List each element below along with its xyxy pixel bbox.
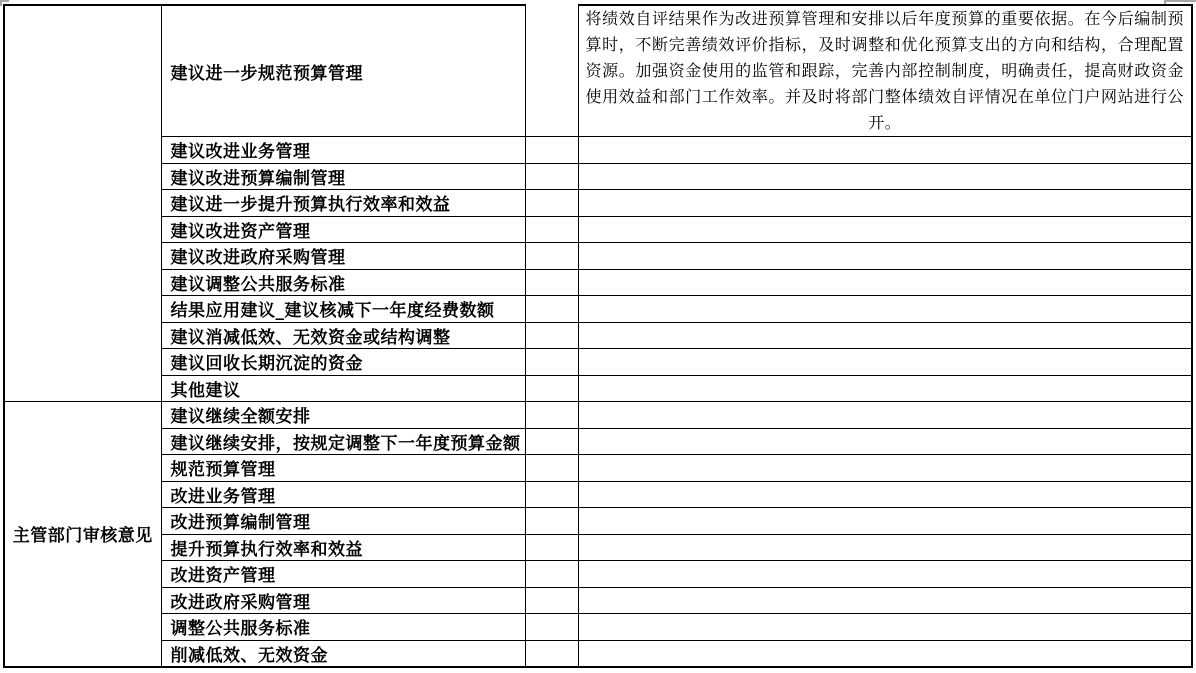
crop-fragment-top-right-horizontal [1164, 0, 1196, 2]
content-cell [578, 5, 1192, 137]
check-cell [525, 614, 578, 641]
suggestion-label-cell: 建议调整公共服务标准 [161, 269, 525, 296]
check-cell [525, 163, 578, 190]
check-cell [525, 269, 578, 296]
content-cell [578, 640, 1192, 667]
check-cell [525, 534, 578, 561]
performance-review-table [3, 4, 1193, 668]
suggestion-label-cell: 建议进一步规范预算管理 [161, 5, 525, 137]
check-cell [525, 322, 578, 349]
content-cell [578, 561, 1192, 588]
check-cell [525, 190, 578, 217]
suggestion-label-cell: 改进资产管理 [161, 561, 525, 588]
suggestion-label-cell: 建议改进预算编制管理 [161, 163, 525, 190]
check-cell [525, 375, 578, 402]
content-cell [578, 402, 1192, 429]
suggestion-label-cell: 削减低效、无效资金 [161, 640, 525, 667]
content-cell [578, 163, 1192, 190]
content-cell [578, 269, 1192, 296]
suggestion-label-cell: 提升预算执行效率和效益 [161, 534, 525, 561]
suggestion-label-cell: 改进政府采购管理 [161, 587, 525, 614]
check-cell [525, 243, 578, 270]
suggestion-label-cell: 建议进一步提升预算执行效率和效益 [161, 190, 525, 217]
check-cell [525, 640, 578, 667]
improvement-measures-text: 将绩效自评结果作为改进预算管理和安排以后年度预算的重要依据。在今后编制预算时，不断完善绩效评价指标，及时调整和优化预算支出的方向和结构，合理配置资源。加强资金使用的监管和跟踪，完善内部控制制度，明确责任，提高财政资金使用效益和部门工作效率。并及时将部门整体绩效自评情况在单位门户网站进行公开。 [585, 9, 1184, 132]
suggestion-label-cell: 结果应用建议_建议核减下一年度经费数额 [161, 296, 525, 323]
check-cell [525, 587, 578, 614]
content-cell [578, 428, 1192, 455]
check-cell [525, 481, 578, 508]
suggestion-label-cell: 建议继续安排，按规定调整下一年度预算金额 [161, 428, 525, 455]
check-cell [525, 137, 578, 164]
check-cell [525, 402, 578, 429]
section1-side-cell [4, 5, 161, 402]
content-cell [578, 375, 1192, 402]
check-cell [525, 5, 578, 137]
suggestion-label-cell: 改进业务管理 [161, 481, 525, 508]
suggestion-label-cell: 建议改进政府采购管理 [161, 243, 525, 270]
suggestion-label-cell: 建议改进资产管理 [161, 216, 525, 243]
suggestion-label-cell: 建议消减低效、无效资金或结构调整 [161, 322, 525, 349]
check-cell [525, 428, 578, 455]
content-cell [578, 190, 1192, 217]
content-cell [578, 587, 1192, 614]
check-cell [525, 296, 578, 323]
check-cell [525, 349, 578, 376]
content-cell [578, 455, 1192, 482]
suggestion-label-cell: 其他建议 [161, 375, 525, 402]
suggestion-label-cell: 改进预算编制管理 [161, 508, 525, 535]
content-cell [578, 614, 1192, 641]
check-cell [525, 561, 578, 588]
suggestion-label-cell: 建议继续全额安排 [161, 402, 525, 429]
content-cell [578, 216, 1192, 243]
suggestion-label-cell: 调整公共服务标准 [161, 614, 525, 641]
content-cell [578, 322, 1192, 349]
check-cell [525, 216, 578, 243]
content-cell [578, 481, 1192, 508]
content-cell [578, 296, 1192, 323]
content-cell [578, 508, 1192, 535]
check-cell [525, 508, 578, 535]
check-cell [525, 455, 578, 482]
suggestion-label-cell: 建议回收长期沉淀的资金 [161, 349, 525, 376]
suggestion-label-cell: 规范预算管理 [161, 455, 525, 482]
suggestion-label-cell: 建议改进业务管理 [161, 137, 525, 164]
content-cell [578, 137, 1192, 164]
supervisor-review-opinion-cell: 主管部门审核意见 [4, 402, 161, 667]
content-cell [578, 534, 1192, 561]
content-cell [578, 243, 1192, 270]
crop-fragment-top-left-horizontal [0, 0, 9, 2]
content-cell [578, 349, 1192, 376]
